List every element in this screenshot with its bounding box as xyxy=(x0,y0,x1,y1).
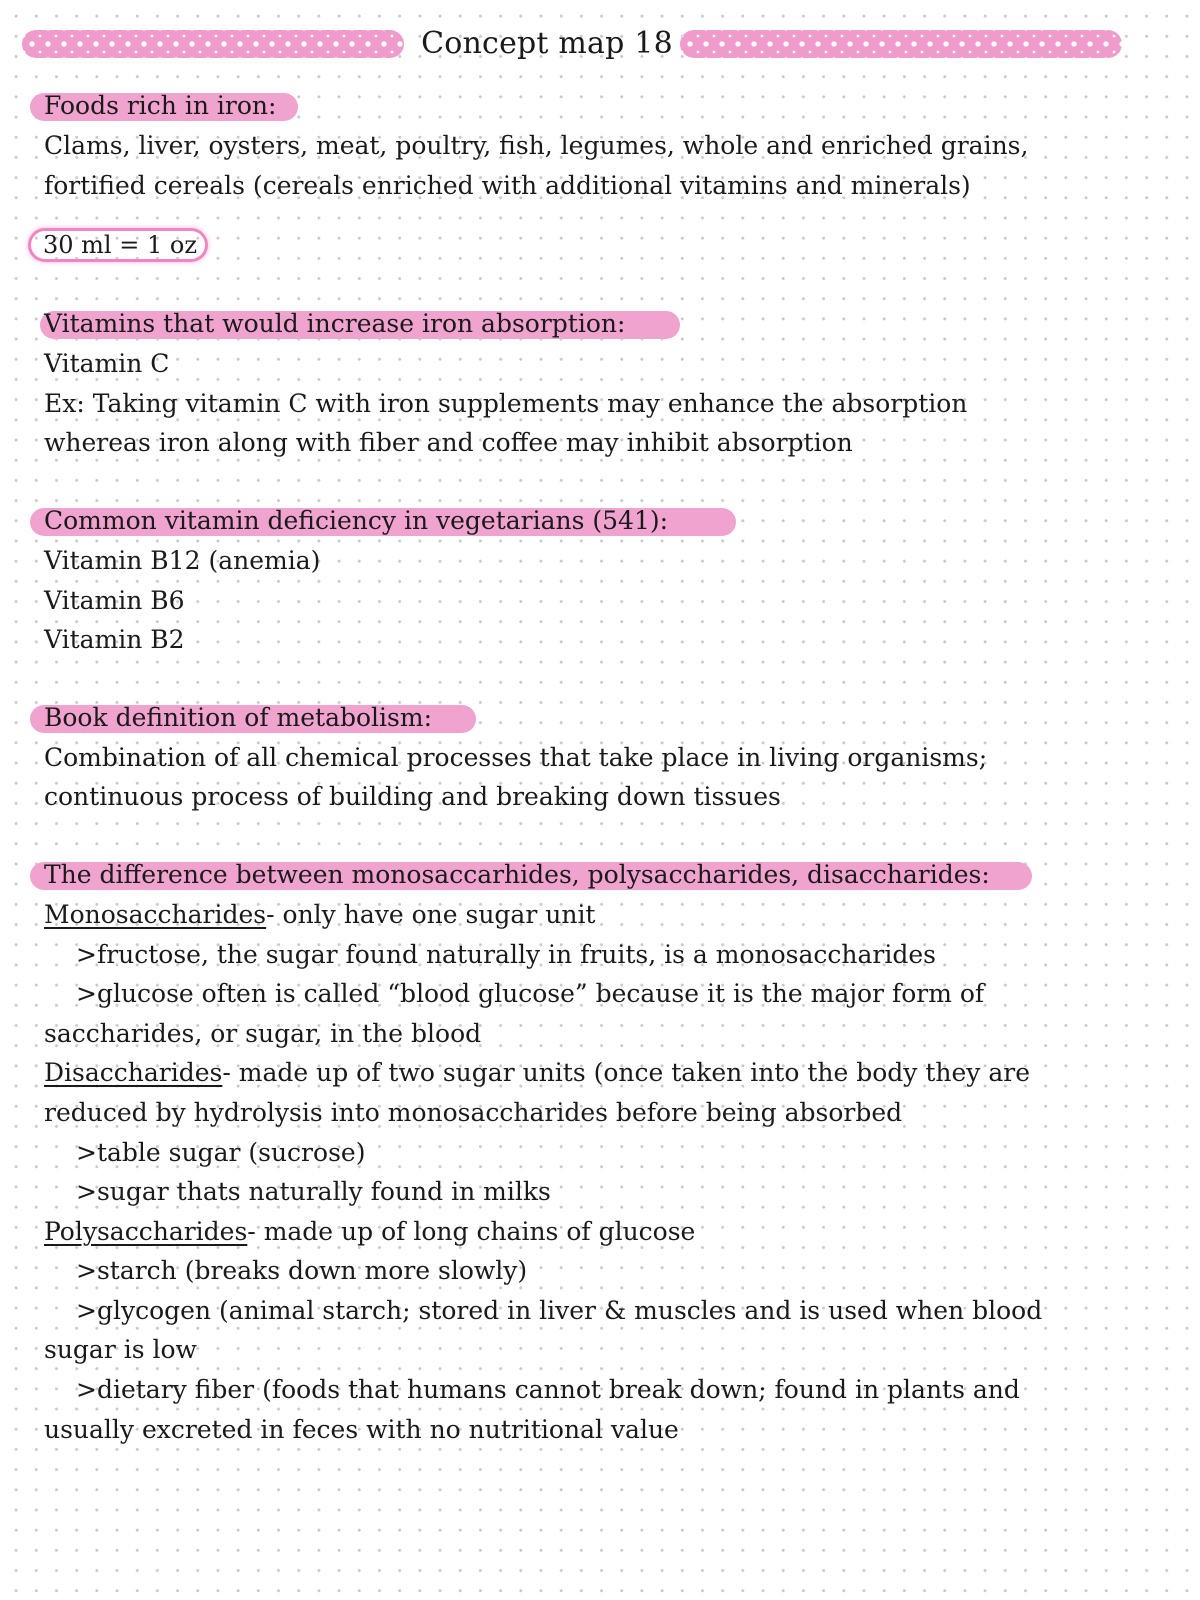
deficiency-item: Vitamin B2 xyxy=(44,625,185,655)
disaccharides-term: Disaccharides xyxy=(44,1058,223,1088)
absorption-line: whereas iron along with fiber and coffee may inhibit absorption xyxy=(44,428,853,458)
heading-colon: : xyxy=(981,859,990,889)
page-title: Concept map 18 xyxy=(421,26,673,61)
list-item-continuation: saccharides, or sugar, in the blood xyxy=(44,1018,482,1048)
iron-foods-line: fortified cereals (cereals enriched with additional vitamins and minerals) xyxy=(44,170,971,200)
conversion-badge: 30 ml = 1 oz xyxy=(28,228,208,262)
washi-tape-right xyxy=(680,30,1122,58)
polysaccharides-term: Polysaccharides xyxy=(44,1216,248,1246)
deficiency-heading-row xyxy=(44,501,668,541)
disaccharides-definition xyxy=(44,1053,1170,1093)
vegetarian-deficiency-section xyxy=(44,501,1170,660)
absorption-heading-row xyxy=(44,304,625,344)
deficiency-item: Vitamin B12 (anemia) xyxy=(44,545,321,575)
monosaccharides-definition xyxy=(44,895,1170,935)
monosaccharides-desc: - only have one sugar unit xyxy=(266,899,596,929)
absorption-line: Vitamin C xyxy=(44,349,170,379)
saccharides-heading: The difference between monosaccarhides, polysaccharides, disaccharides xyxy=(44,859,982,889)
list-item: >starch (breaks down more slowly) xyxy=(76,1256,528,1286)
washi-tape-left xyxy=(22,30,404,58)
iron-foods-line: Clams, liver, oysters, meat, poultry, fish, legumes, whole and enriched grains, xyxy=(44,131,1029,160)
metabolism-line: Combination of all chemical processes that take place in living organisms; xyxy=(44,742,988,772)
disaccharides-desc: - made up of two sugar units (once taken into the body they are xyxy=(222,1058,1031,1088)
iron-foods-section xyxy=(44,86,1170,205)
polysaccharides-desc: - made up of long chains of glucose xyxy=(247,1216,696,1246)
list-item: >sugar thats naturally found in milks xyxy=(76,1177,551,1207)
iron-absorption-section xyxy=(44,304,1170,463)
metabolism-line: continuous process of building and breaking down tissues xyxy=(44,782,781,812)
monosaccharides-term: Monosaccharides xyxy=(44,899,267,929)
heading-colon: : xyxy=(659,505,669,535)
deficiency-item: Vitamin B6 xyxy=(44,585,185,615)
saccharides-heading-row xyxy=(44,855,990,895)
list-item: >table sugar (sucrose) xyxy=(76,1137,366,1167)
absorption-heading: Vitamins that would increase iron absorption xyxy=(44,309,617,339)
title-banner xyxy=(22,22,1122,66)
notes-content xyxy=(44,86,1170,1449)
list-item: >fructose, the sugar found naturally in fruits, is a monosaccharides xyxy=(76,939,936,969)
saccharides-section xyxy=(44,855,1170,1449)
absorption-line: Ex: Taking vitamin C with iron supplements may enhance the absorption xyxy=(44,388,968,418)
disaccharides-continuation: reduced by hydrolysis into monosaccharides before being absorbed xyxy=(44,1097,903,1127)
list-item: >glycogen (animal starch; stored in liver & muscles and is used when blood xyxy=(76,1295,1043,1325)
metabolism-section xyxy=(44,698,1170,817)
list-item: >dietary fiber (foods that humans cannot break down; found in plants and xyxy=(76,1375,1020,1405)
iron-foods-heading: Foods rich in iron: xyxy=(44,91,277,120)
list-item: >glucose often is called “blood glucose” because it is the major form of xyxy=(76,979,985,1009)
deficiency-heading: Common vitamin deficiency in vegetarians (541) xyxy=(44,505,660,535)
metabolism-heading: Book definition of metabolism: xyxy=(44,702,432,732)
list-item-continuation: sugar is low xyxy=(44,1335,197,1365)
list-item-continuation: usually excreted in feces with no nutritional value xyxy=(44,1414,679,1444)
heading-colon: : xyxy=(617,309,626,339)
polysaccharides-definition xyxy=(44,1212,1170,1252)
